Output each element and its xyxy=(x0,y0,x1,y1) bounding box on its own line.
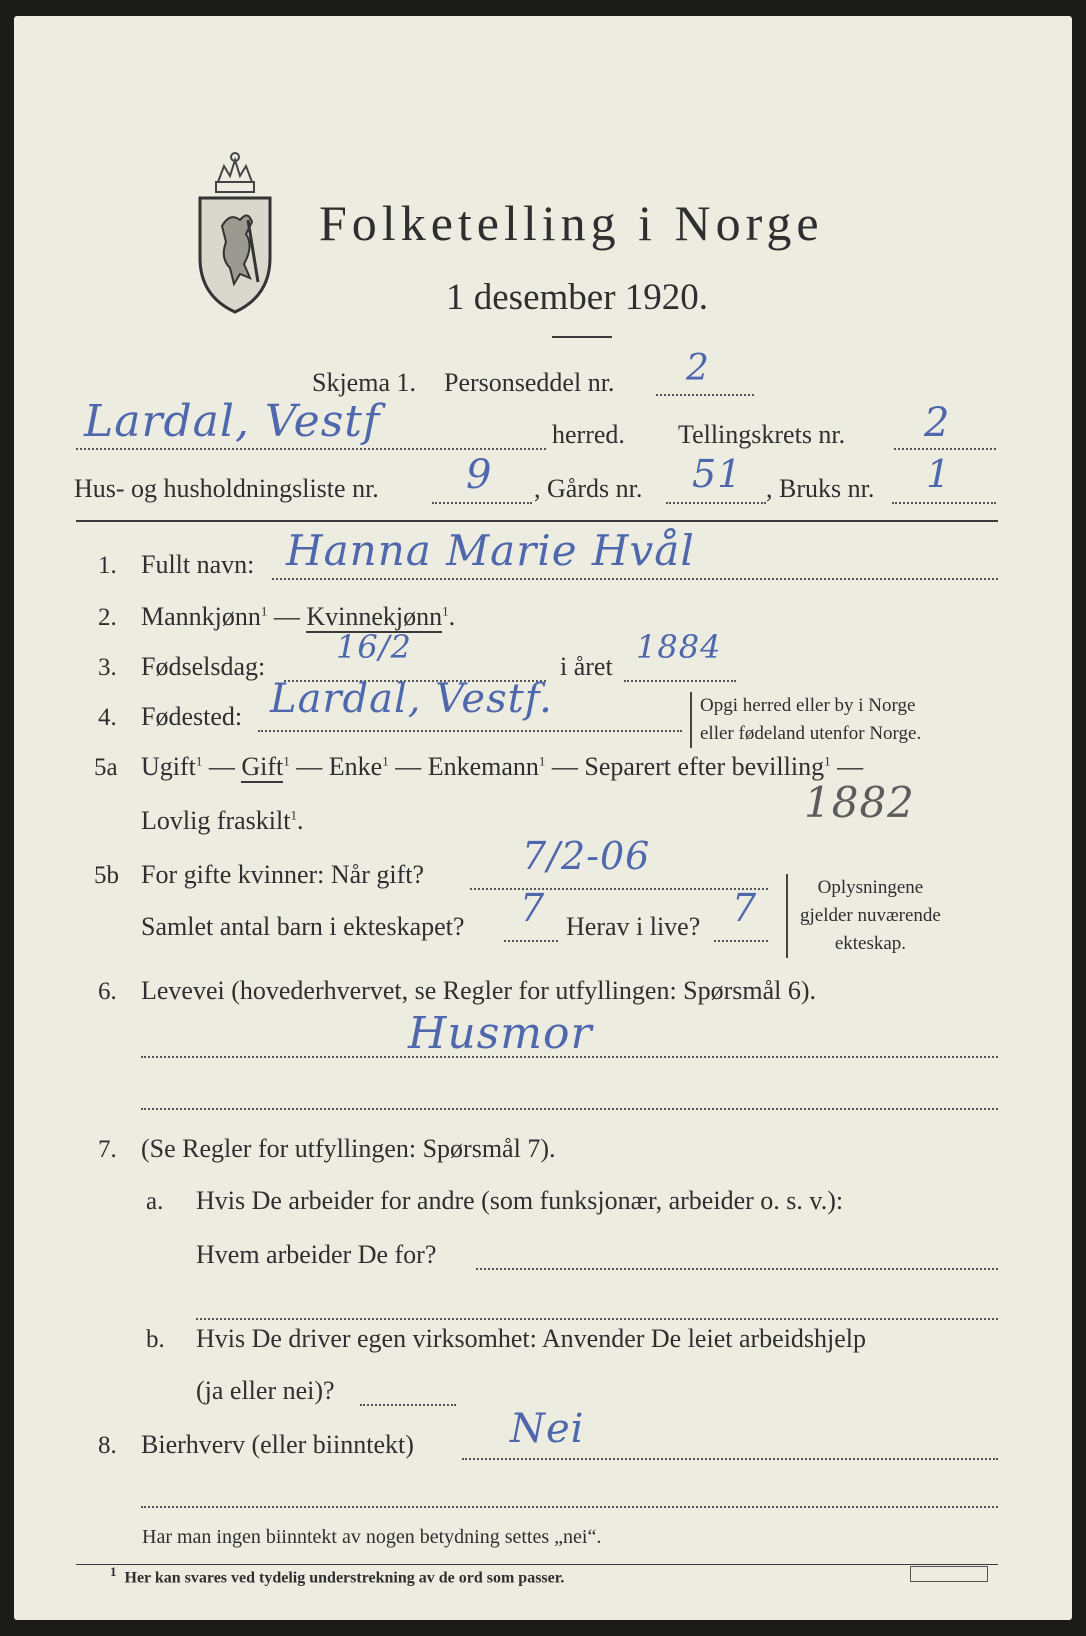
option-separert[interactable]: Separert efter bevilling xyxy=(584,752,825,781)
hired-help-field[interactable] xyxy=(360,1404,456,1406)
birthplace-field[interactable] xyxy=(258,730,682,732)
marriage-note: Oplysningene gjelder nuværende ekteskap. xyxy=(786,874,941,958)
q7a-text: Hvis De arbeider for andre (som funksjonær, arbeider o. s. v.): xyxy=(196,1186,844,1215)
married-date-value: 7/2-06 xyxy=(522,834,651,878)
tellingskrets-value: 2 xyxy=(924,400,951,446)
gards-label: , Gårds nr. xyxy=(534,474,643,503)
margin-note-1882: 1882 xyxy=(804,778,915,827)
herred-label: herred. xyxy=(552,420,625,449)
occupation-field-line2[interactable] xyxy=(141,1108,998,1110)
personseddel-value: 2 xyxy=(686,348,710,389)
q2-number: 2. xyxy=(98,604,117,631)
married-date-field[interactable] xyxy=(470,888,768,890)
children-count-value: 7 xyxy=(520,886,546,930)
q1-number: 1. xyxy=(98,552,117,579)
q3-label: Fødselsdag: xyxy=(141,652,266,681)
q8-number: 8. xyxy=(98,1432,117,1459)
option-gift-underlined[interactable]: Gift xyxy=(241,752,284,781)
gards-value: 51 xyxy=(692,452,743,496)
footer-note: Har man ingen biinntekt av nogen betydning settes „nei“. xyxy=(142,1526,602,1548)
husliste-label: Hus- og husholdningsliste nr. xyxy=(74,474,379,503)
tellingskrets-field[interactable] xyxy=(894,448,996,450)
title-divider xyxy=(552,336,612,338)
year-label: i året xyxy=(560,652,613,681)
q7b-text: Hvis De driver egen virksomhet: Anvender De leiet arbeidshjelp xyxy=(196,1324,867,1353)
bruks-label: , Bruks nr. xyxy=(766,474,875,503)
q7-label: (Se Regler for utfyllingen: Spørsmål 7). xyxy=(141,1134,556,1163)
q3-number: 3. xyxy=(98,654,117,681)
census-date: 1 desember 1920. xyxy=(446,277,709,318)
q8-label: Bierhverv (eller biinntekt) xyxy=(141,1430,414,1459)
q4-label: Fødested: xyxy=(141,702,243,731)
option-enkemann[interactable]: Enkemann xyxy=(427,752,539,781)
q2-options: Mannkjønn$^1$ — Kvinnekjønn$^1$. xyxy=(141,602,456,631)
tellingskrets-label: Tellingskrets nr. xyxy=(678,420,846,449)
q5a-number: 5a xyxy=(94,754,118,781)
header-divider xyxy=(76,520,998,522)
bruks-field[interactable] xyxy=(892,502,996,504)
option-ugift[interactable]: Ugift xyxy=(141,752,196,781)
birth-year-value: 1884 xyxy=(636,628,722,666)
footnote: $^1$ Her kan svares ved tydelig understrekning av de ord som passer. xyxy=(110,1564,565,1587)
q6-number: 6. xyxy=(98,978,117,1005)
children-alive-field[interactable] xyxy=(714,940,768,942)
children-count-field[interactable] xyxy=(504,940,558,942)
birthplace-note: Opgi herred eller by i Norge eller fødeland utenfor Norge. xyxy=(690,692,921,748)
option-enke[interactable]: Enke xyxy=(328,752,383,781)
q5a-options: Ugift$^1$ — Gift$^1$ — Enke$^1$ — Enkemann$^1$ — Separert efter bevilling$^1$ — xyxy=(141,752,864,781)
employer-field-line1[interactable] xyxy=(476,1268,998,1270)
herred-field[interactable] xyxy=(76,448,546,450)
coat-of-arms-icon xyxy=(194,146,276,316)
side-income-value: Nei xyxy=(510,1406,585,1452)
side-income-field-line1[interactable] xyxy=(462,1458,998,1460)
q7a-letter: a. xyxy=(146,1188,164,1215)
husliste-field[interactable] xyxy=(432,502,532,504)
q5b-label: For gifte kvinner: Når gift? xyxy=(141,860,425,889)
q7b-question: (ja eller nei)? xyxy=(196,1376,335,1405)
husliste-value: 9 xyxy=(466,452,493,498)
birthday-value: 16/2 xyxy=(336,628,412,666)
schema-label: Skjema 1. xyxy=(312,368,416,397)
form-title: Folketelling i Norge xyxy=(319,195,824,251)
q5b-number: 5b xyxy=(94,862,119,889)
alive-label: Herav i live? xyxy=(566,912,701,941)
q4-number: 4. xyxy=(98,704,117,731)
personseddel-label: Personseddel nr. xyxy=(444,368,615,397)
option-kvinnekjonn-underlined[interactable]: Kvinnekjønn xyxy=(306,602,443,631)
side-income-field-line2[interactable] xyxy=(141,1506,998,1508)
q1-label: Fullt navn: xyxy=(141,550,255,579)
option-mannkjonn[interactable]: Mannkjønn xyxy=(141,602,261,631)
bruks-value: 1 xyxy=(926,452,952,496)
q7a-question: Hvem arbeider De for? xyxy=(196,1240,437,1269)
full-name-field[interactable] xyxy=(272,578,998,580)
occupation-field-line1[interactable] xyxy=(141,1056,998,1058)
birthplace-value: Lardal, Vestf. xyxy=(270,676,553,722)
printer-stamp xyxy=(910,1566,988,1582)
census-form xyxy=(14,16,1072,1620)
option-fraskilt[interactable]: Lovlig fraskilt xyxy=(141,806,291,835)
herred-value: Lardal, Vestf xyxy=(84,396,381,447)
full-name-value: Hanna Marie Hvål xyxy=(286,526,695,575)
q7-number: 7. xyxy=(98,1136,117,1163)
q7b-letter: b. xyxy=(146,1326,165,1353)
children-alive-value: 7 xyxy=(732,886,758,930)
birth-year-field[interactable] xyxy=(624,680,736,682)
q6-label: Levevei (hovederhvervet, se Regler for utfyllingen: Spørsmål 6). xyxy=(141,976,817,1005)
employer-field-line2[interactable] xyxy=(196,1318,998,1320)
personseddel-field[interactable] xyxy=(656,394,754,396)
gards-field[interactable] xyxy=(666,502,766,504)
occupation-value: Husmor xyxy=(408,1008,593,1059)
children-label: Samlet antal barn i ekteskapet? xyxy=(141,912,465,941)
option-fraskilt-line: Lovlig fraskilt$^1$. xyxy=(141,806,304,835)
